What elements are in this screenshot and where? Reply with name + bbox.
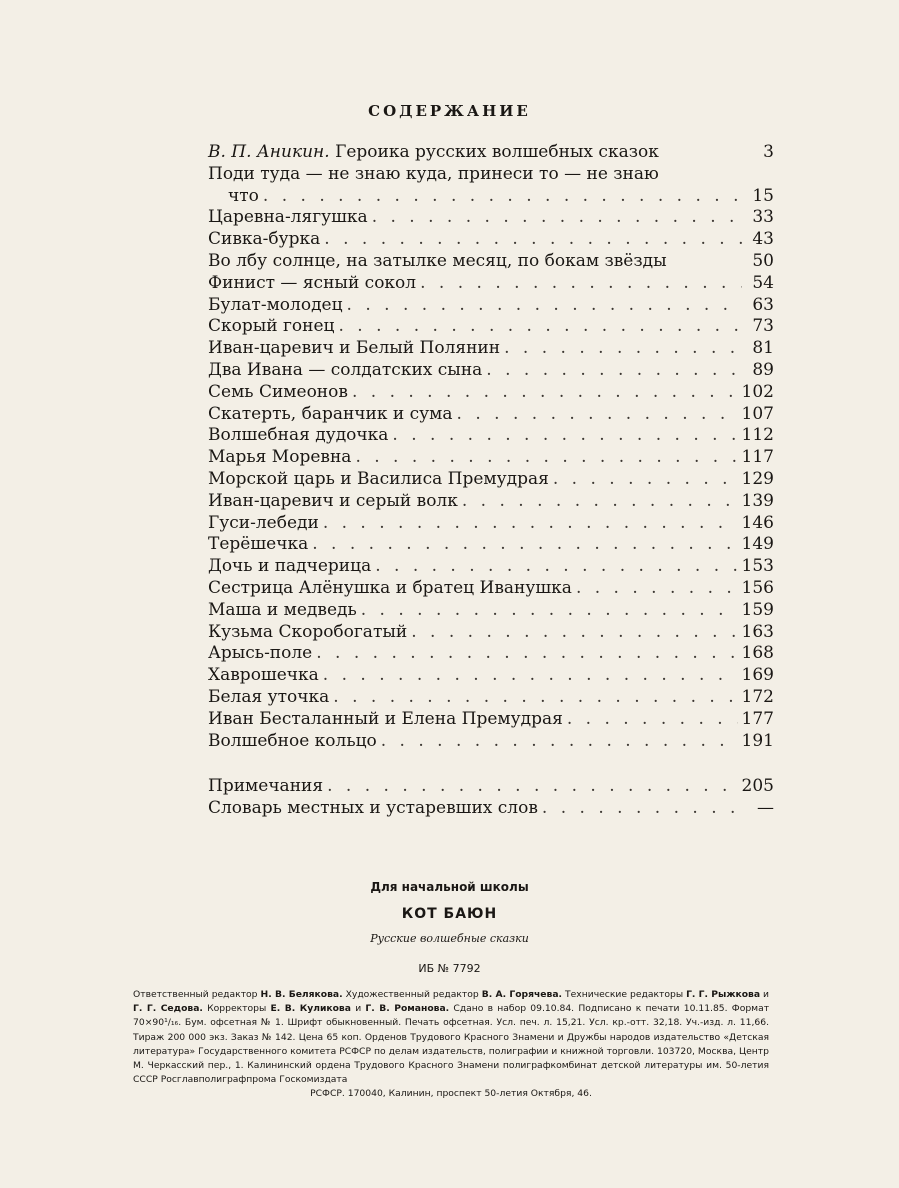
dot-leader <box>352 382 738 404</box>
colophon-name: Г. Г. Седова. <box>133 1003 203 1015</box>
colophon-text: Корректоры <box>207 1003 267 1015</box>
toc-entry <box>208 295 774 317</box>
toc-entry-page: 107 <box>741 403 774 424</box>
dot-leader <box>312 534 737 556</box>
toc-entry-page: 153 <box>741 556 774 577</box>
toc-entry-title: Скатерть, баранчик и сума <box>208 403 453 424</box>
dot-leader <box>347 295 742 317</box>
colophon-last-line: РСФСР. 170040, Калинин, проспект 50-летия Октября, 46. <box>310 1088 592 1100</box>
toc-entry-line <box>208 164 774 186</box>
toc-entry <box>208 578 774 600</box>
colophon-text: Технические редакторы <box>565 989 684 1000</box>
toc-entry-title: Кузьма Скоробогатый <box>208 621 408 642</box>
book-title: КОТ БАЮН <box>401 906 498 922</box>
toc-entry-title: Скорый гонец <box>208 316 335 337</box>
dot-leader <box>381 731 738 753</box>
dot-leader <box>355 447 737 469</box>
dot-leader <box>392 425 737 447</box>
toc-entry-page: 159 <box>741 599 774 620</box>
dot-leader <box>411 622 737 644</box>
dot-leader <box>504 338 742 360</box>
toc-entry <box>208 513 774 535</box>
audience-label: Для начальной школы <box>370 880 529 894</box>
toc-entry <box>208 273 774 295</box>
dot-leader <box>576 578 738 600</box>
toc-entry-title: Белая уточка <box>208 686 330 707</box>
toc-entry-title: Морской царь и Василиса Премудрая <box>208 468 549 489</box>
dot-leader <box>462 491 738 513</box>
toc-entry-title: Финист — ясный сокол <box>208 272 417 293</box>
toc-entry-page: 81 <box>752 338 774 359</box>
toc-entry-page: 149 <box>741 534 774 555</box>
dot-leader <box>263 186 742 208</box>
dot-leader <box>375 556 737 578</box>
toc-entry-title: Поди туда — не знаю куда, принеси то — не знаю <box>208 163 659 184</box>
toc-entry-page: 89 <box>752 359 774 380</box>
toc-entry-page: 117 <box>741 447 774 468</box>
toc-entry-page: 54 <box>752 272 774 293</box>
toc-entry-title: Царевна-лягушка <box>208 207 368 228</box>
colophon-text: и <box>763 989 769 1000</box>
toc-entry-page: 163 <box>741 621 774 642</box>
colophon-name: Г. Г. Рыжкова <box>686 989 761 1000</box>
toc-entry-page: 50 <box>752 250 774 271</box>
colophon-text: и <box>355 1003 362 1015</box>
toc-entry-title: Иван-царевич и серый волк <box>208 490 458 511</box>
toc-entry <box>208 643 774 665</box>
toc-entry-title: Иван-царевич и Белый Полянин <box>208 338 501 359</box>
dot-leader <box>324 229 742 251</box>
toc-entry-page: 15 <box>752 185 774 206</box>
toc-entry-title: Словарь местных и устаревших слов <box>208 798 538 819</box>
toc-entry <box>208 316 774 338</box>
toc-entry <box>208 556 774 578</box>
toc-entry <box>208 229 774 251</box>
toc-entry <box>208 425 774 447</box>
toc-entry-title: Арысь-поле <box>208 643 313 664</box>
dot-leader <box>323 665 738 687</box>
toc-entry-title: Булат-молодец <box>208 294 343 315</box>
toc-entry-appendix <box>208 798 774 820</box>
toc-entry <box>208 665 774 687</box>
toc-entry-page: 73 <box>752 316 774 337</box>
toc-entry <box>208 447 774 469</box>
toc-entry-page: 205 <box>741 776 774 797</box>
toc-entry <box>208 382 774 404</box>
toc-entry <box>208 731 774 753</box>
dot-leader <box>567 709 738 731</box>
toc-entry-intro <box>208 142 774 164</box>
toc-entry <box>208 709 774 731</box>
toc-entry-continuation <box>208 186 774 208</box>
toc-entry-page: 172 <box>741 686 774 707</box>
toc-entry-title: Маша и медведь <box>208 599 357 620</box>
toc-entry-page: 43 <box>752 229 774 250</box>
toc-entry-appendix <box>208 776 774 798</box>
toc-entry-page: 3 <box>763 142 774 162</box>
dot-leader <box>553 469 738 491</box>
colophon-name: В. А. Горячева. <box>481 989 563 1000</box>
toc-entry-page: 63 <box>752 294 774 315</box>
toc-entry <box>208 360 774 382</box>
toc-entry <box>208 622 774 644</box>
colophon-name: Е. В. Куликова <box>270 1003 351 1015</box>
toc-entry <box>208 338 774 360</box>
toc-entry-title: что <box>228 185 259 206</box>
toc-entry <box>208 600 774 622</box>
dot-leader <box>457 404 738 426</box>
toc-entry <box>208 491 774 513</box>
colophon <box>133 988 769 1102</box>
toc-entry-page: 33 <box>752 207 774 228</box>
toc-entry <box>208 207 774 229</box>
toc-entry-page: 129 <box>741 468 774 489</box>
toc-entry <box>208 687 774 709</box>
dot-leader <box>338 316 742 338</box>
dot-leader <box>323 513 738 535</box>
toc-entry-page: 102 <box>741 381 774 402</box>
toc-entry-page: 146 <box>741 512 774 533</box>
toc-entry-page: 112 <box>741 425 774 446</box>
toc-entry-title: Сивка-бурка <box>208 229 321 250</box>
colophon-name: Н. В. Белякова. <box>260 989 343 1000</box>
dot-leader <box>327 776 737 798</box>
toc-entry-title: Терёшечка <box>208 534 309 555</box>
toc-entry-page: 191 <box>741 730 774 751</box>
dot-leader <box>420 273 742 295</box>
toc-entry-page: 139 <box>741 490 774 511</box>
table-of-contents <box>208 142 774 820</box>
toc-entry <box>208 534 774 556</box>
spacer <box>208 752 774 776</box>
intro-author: В. П. Аникин. <box>208 142 330 162</box>
dot-leader <box>361 600 738 622</box>
toc-entry-title: Примечания <box>208 776 324 797</box>
toc-entry-title: Дочь и падчерица <box>208 556 372 577</box>
toc-entry-title: Хаврошечка <box>208 665 319 686</box>
toc-entry-title: Иван Бесталанный и Елена Премудрая <box>208 708 563 729</box>
toc-entry-page: 177 <box>741 708 774 729</box>
colophon-text: Художественный редактор <box>345 989 479 1000</box>
toc-entry <box>208 469 774 491</box>
toc-entry-title: Марья Моревна <box>208 447 352 468</box>
dot-leader <box>542 798 742 820</box>
dot-leader <box>372 207 742 229</box>
toc-entry-title: Во лбу солнце, на затылке месяц, по бокам звёзды <box>208 250 667 271</box>
ib-number: ИБ № 7792 <box>418 962 481 975</box>
toc-entry-title: Волшебная дудочка <box>208 425 389 446</box>
toc-entry-title: Гуси-лебеди <box>208 512 319 533</box>
toc-entry-page: — <box>757 798 774 819</box>
toc-entry-title: Два Ивана — солдатских сына <box>208 359 483 380</box>
dot-leader <box>316 643 737 665</box>
dot-leader <box>486 360 742 382</box>
dot-leader <box>333 687 737 709</box>
colophon-text: Ответственный редактор <box>133 989 258 1000</box>
toc-entry-title: Семь Симеонов <box>208 381 348 402</box>
toc-entry-page: 169 <box>741 665 774 686</box>
book-subtitle: Русские волшебные сказки <box>370 932 529 945</box>
intro-title: Героика русских волшебных сказок <box>335 142 659 162</box>
toc-entry-title: Сестрица Алёнушка и братец Иванушка <box>208 577 572 598</box>
toc-entry-title <box>208 142 746 164</box>
toc-entry <box>208 251 774 273</box>
toc-entry-page: 168 <box>741 643 774 664</box>
colophon-text: Сдано в набор 09.10.84. Подписано к печати 10.11.85. Формат 70×90¹/₁₆. Бум. офсетная № 1. Шрифт обыкновенный. Печать офсетная. Усл. печ. л. 15,21. Усл. кр.-отт. 32,18. Уч.-изд. л. 11,66. Тираж 200 000 экз. Заказ № 142. Цена 65 коп. Орденов Трудового Красного Знамени и Дружбы народов издательство «Детская литература» Государственного комитета РСФСР по делам издательств, полиграфии и книжной торговли. 103720, Москва, Центр М. Черкасский пер., 1. Калининский ордена Трудового Красного Знамени полиграфкомбинат детской литературы им. 50-летия СССР Росглавполиграфпрома Госкомиздата <box>133 1003 770 1086</box>
colophon-name: Г. В. Романова. <box>365 1003 450 1015</box>
toc-entry-title: Волшебное кольцо <box>208 730 377 751</box>
toc-entry-page: 156 <box>741 577 774 598</box>
page-title: СОДЕРЖАНИЕ <box>368 102 531 120</box>
toc-entry <box>208 404 774 426</box>
